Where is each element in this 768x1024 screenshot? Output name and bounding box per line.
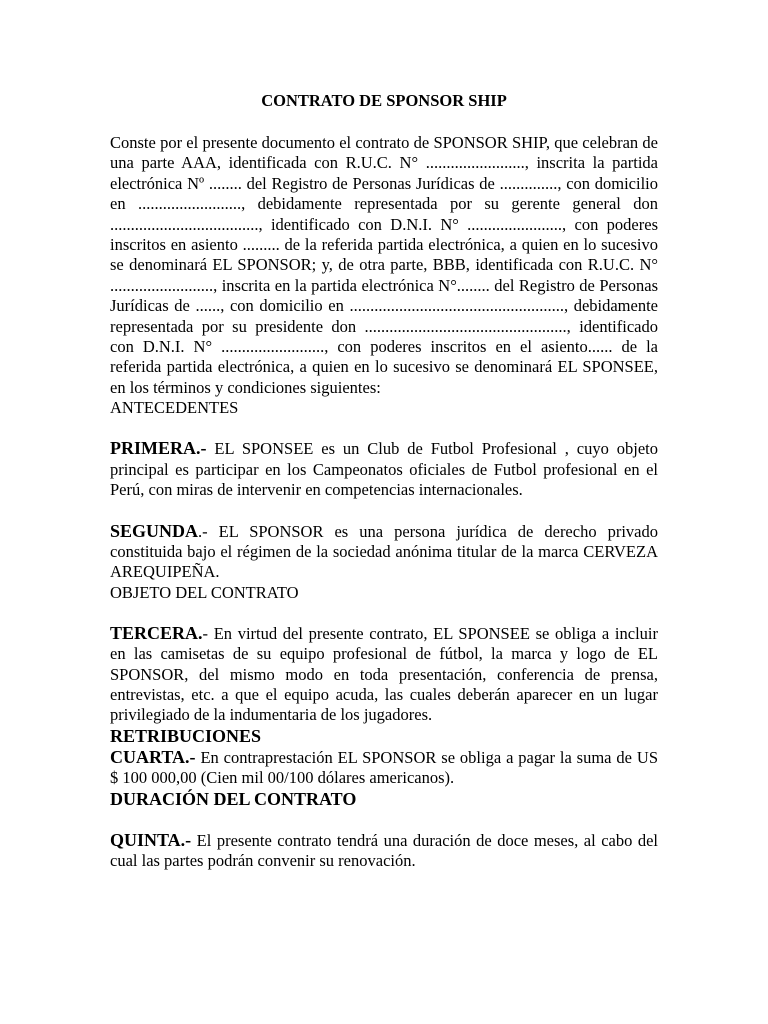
clause-text: EL SPONSEE es un Club de Futbol Profesional , cuyo objeto principal es participar en los Campeonatos oficiales de Futbol profesional en el Perú, con miras de intervenir en competencias internacionales. xyxy=(110,439,658,500)
clause-label: PRIMERA.- xyxy=(110,438,207,459)
clause-text: En contraprestación EL SPONSOR se obliga a pagar la suma de US $ 100 000,00 (Cien mil 00/100 dólares americanos). xyxy=(110,747,658,788)
retribuciones-heading: RETRIBUCIONES xyxy=(110,725,262,746)
clause-label: CUARTA.- xyxy=(110,746,196,767)
objeto-heading: OBJETO DEL CONTRATO xyxy=(110,582,299,602)
antecedentes-heading: ANTECEDENTES xyxy=(110,398,239,418)
clause-text: - En virtud del presente contrato, EL SPONSEE se obliga a incluir en las camisetas de su equipo profesional de fútbol, la marca y logo de EL SPONSOR, del mismo modo en toda presentación, conferencia de prensa, entrevistas, etc. a que el equipo acuda, las cuales deberán aparecer en un lugar privilegiado de la indumentaria de los jugadores. xyxy=(110,623,658,725)
clause-text: .- EL SPONSOR es una persona jurídica de derecho privado constituida bajo el régimen de la sociedad anónima titular de la marca CERVEZA AREQUIPEÑA. xyxy=(110,521,658,582)
clause-label: SEGUNDA xyxy=(110,520,199,541)
clause-label: TERCERA. xyxy=(110,622,203,643)
intro-paragraph: Conste por el presente documento el contrato de SPONSOR SHIP, que celebran de una parte AAA, identificada con R.U.C. N° ........................, inscrita la partida electrónica Nº ........ del Registro de Personas Jurídicas de .............., con domicilio en ........................., debidamente representada por su gerente general don ...................................., identificado con D.N.I. N° ......................., con poderes inscritos en asiento ......... de la referida partida electrónica, a quien en lo sucesivo se denominará EL SPONSOR; y, de otra parte, BBB, identificada con R.U.C. N° ........................., inscrita en la partida electrónica N°........ del Registro de Personas Jurídicas de ......, con domicilio en ...................................................., debidamente representada por su presidente don ................................................., identificado con D.N.I. N° ........................., con poderes inscritos en el asiento...... de la referida partida electrónica, a quien en lo sucesivo se denominará EL SPONSEE, en los términos y condiciones siguientes: xyxy=(110,133,658,397)
clause-primera xyxy=(110,438,658,500)
clause-tercera xyxy=(110,623,658,726)
document-title: CONTRATO DE SPONSOR SHIP xyxy=(261,91,507,110)
duracion-heading: DURACIÓN DEL CONTRATO xyxy=(110,788,357,809)
clause-cuarta xyxy=(110,747,658,789)
clause-quinta xyxy=(110,830,658,872)
clause-segunda xyxy=(110,521,658,583)
clause-label: QUINTA.- xyxy=(110,829,192,850)
clause-text: El presente contrato tendrá una duración de doce meses, al cabo del cual las partes podrán convenir su renovación. xyxy=(110,830,658,870)
